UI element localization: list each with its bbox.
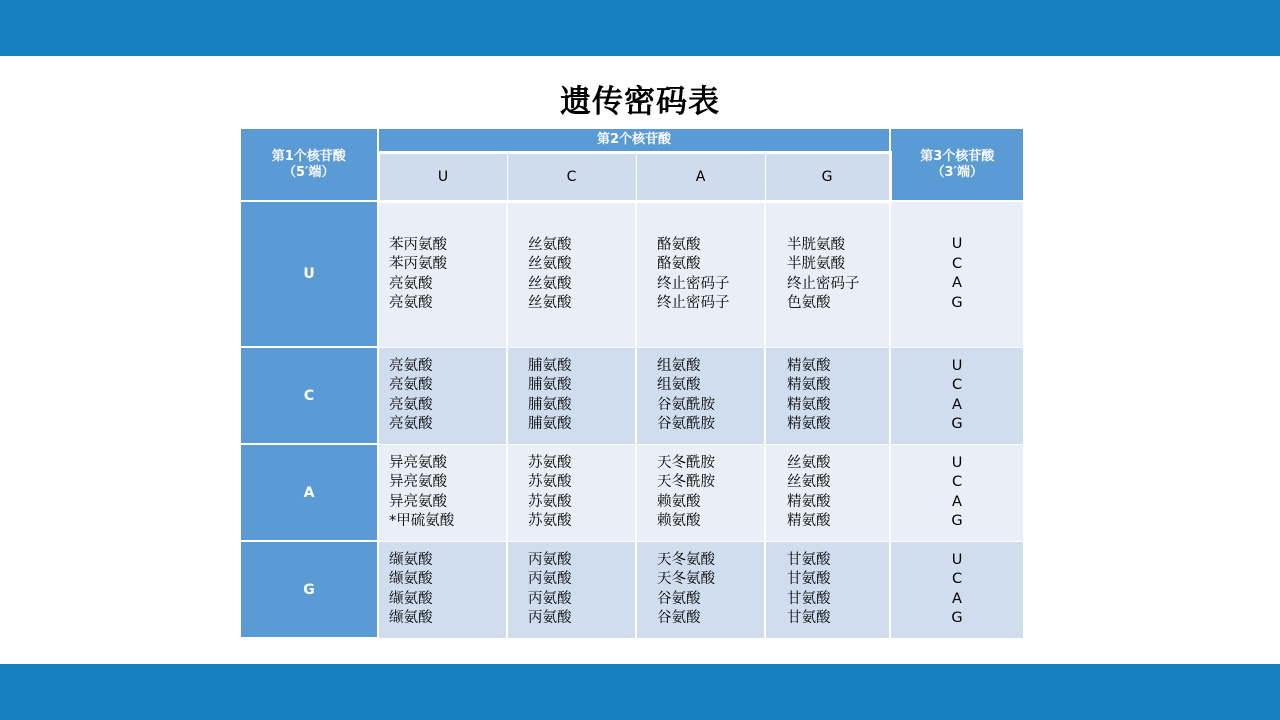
amino-acid-name: 甘氨酸	[787, 551, 831, 568]
amino-acid-cell	[765, 347, 890, 444]
bottom-banner	[0, 664, 1280, 720]
amino-acid-cell	[765, 444, 890, 541]
amino-acid-name: 丝氨酸	[528, 295, 572, 311]
amino-acid-name: 苯丙氨酸	[389, 236, 447, 253]
third-base-letter: A	[952, 396, 962, 413]
amino-acid-cell	[636, 541, 765, 638]
third-base-letter: A	[952, 493, 962, 510]
amino-acid-name: 丝氨酸	[787, 454, 831, 471]
amino-acid-cell	[507, 347, 636, 444]
third-base-letter: C	[951, 571, 963, 587]
amino-acid-cell	[378, 201, 507, 347]
third-base-cell	[890, 347, 1024, 444]
amino-acid-name: 亮氨酸	[389, 357, 433, 374]
amino-acid-cell	[636, 444, 765, 541]
amino-acid-name: 赖氨酸	[657, 513, 701, 529]
amino-acid-name: 组氨酸	[657, 377, 701, 393]
second-base-col-u: U	[378, 152, 507, 201]
amino-acid-cell	[636, 347, 765, 444]
second-base-header: 第2个核苷酸	[378, 128, 890, 152]
amino-acid-name: 异亮氨酸	[389, 454, 447, 471]
amino-acid-name: 亮氨酸	[389, 295, 433, 311]
amino-acid-name: 甘氨酸	[787, 590, 831, 607]
amino-acid-cell	[378, 444, 507, 541]
third-base-header: 第3个核苷酸 （3′端）	[890, 128, 1024, 201]
amino-acid-name: 亮氨酸	[389, 416, 433, 432]
third-base-letter: U	[951, 551, 963, 568]
top-banner	[0, 0, 1280, 56]
amino-acid-cell	[378, 347, 507, 444]
amino-acid-name: 丙氨酸	[528, 590, 572, 607]
third-base-letter: C	[951, 377, 963, 393]
third-base-letter: A	[952, 590, 962, 607]
amino-acid-name: 苯丙氨酸	[389, 256, 447, 272]
amino-acid-name: 苏氨酸	[528, 513, 572, 529]
third-base-letter: G	[951, 416, 963, 432]
amino-acid-name: 甘氨酸	[787, 571, 831, 587]
third-base-letter: U	[951, 454, 963, 471]
amino-acid-name: 天冬酰胺	[657, 454, 715, 471]
second-base-col-c: C	[507, 152, 636, 201]
codon-table	[239, 127, 1025, 639]
amino-acid-name: 脯氨酸	[528, 416, 572, 432]
amino-acid-name: 丝氨酸	[787, 474, 831, 490]
amino-acid-name: 精氨酸	[787, 493, 831, 510]
amino-acid-name: 异亮氨酸	[389, 493, 447, 510]
amino-acid-name: 丙氨酸	[528, 610, 572, 626]
table-row	[240, 444, 1024, 541]
amino-acid-name: 缬氨酸	[389, 571, 433, 587]
amino-acid-name: 脯氨酸	[528, 396, 572, 413]
amino-acid-name: 甘氨酸	[787, 610, 831, 626]
amino-acid-name: 缬氨酸	[389, 610, 433, 626]
amino-acid-name: 缬氨酸	[389, 590, 433, 607]
first-base-header: 第1个核苷酸 （5′端）	[240, 128, 378, 201]
third-base-letter: G	[951, 610, 963, 626]
amino-acid-name: 亮氨酸	[389, 377, 433, 393]
third-base-letter: G	[951, 294, 963, 311]
amino-acid-name: 谷氨酸	[657, 590, 701, 607]
table-row	[240, 347, 1024, 444]
amino-acid-name: 精氨酸	[787, 416, 831, 432]
amino-acid-cell	[765, 541, 890, 638]
second-base-col-g: G	[765, 152, 890, 201]
table-row	[240, 201, 1024, 347]
amino-acid-cell	[507, 201, 636, 347]
amino-acid-name: 谷氨酰胺	[657, 416, 715, 432]
amino-acid-name: 亮氨酸	[389, 275, 433, 292]
page-title: 遗传密码表	[560, 84, 720, 120]
amino-acid-name: 天冬氨酸	[657, 571, 715, 587]
amino-acid-name: 谷氨酸	[657, 610, 701, 626]
amino-acid-name: 脯氨酸	[528, 377, 572, 393]
amino-acid-cell	[636, 201, 765, 347]
amino-acid-name: 精氨酸	[787, 377, 831, 393]
amino-acid-name: 色氨酸	[787, 295, 831, 311]
first-base-cell: C	[240, 347, 378, 444]
amino-acid-name: 天冬酰胺	[657, 474, 715, 490]
first-base-cell: G	[240, 541, 378, 638]
amino-acid-name: 终止密码子	[657, 295, 730, 311]
amino-acid-name: 丝氨酸	[528, 256, 572, 272]
amino-acid-name: 亮氨酸	[389, 396, 433, 413]
amino-acid-name: 苏氨酸	[528, 454, 572, 471]
third-base-letter: G	[951, 513, 963, 529]
amino-acid-cell	[507, 444, 636, 541]
amino-acid-name: 酪氨酸	[657, 236, 701, 253]
amino-acid-name: 半胱氨酸	[787, 256, 845, 272]
amino-acid-cell	[378, 541, 507, 638]
amino-acid-name: 苏氨酸	[528, 474, 572, 490]
amino-acid-cell	[765, 201, 890, 347]
amino-acid-name: 缬氨酸	[389, 551, 433, 568]
third-base-letter: C	[951, 474, 963, 490]
amino-acid-name: 丙氨酸	[528, 551, 572, 568]
table-row	[240, 541, 1024, 638]
amino-acid-name: 精氨酸	[787, 357, 831, 374]
amino-acid-name: 组氨酸	[657, 357, 701, 374]
amino-acid-name: 苏氨酸	[528, 493, 572, 510]
amino-acid-name: 终止密码子	[657, 275, 730, 292]
amino-acid-name: 异亮氨酸	[389, 474, 447, 490]
third-base-cell	[890, 541, 1024, 638]
amino-acid-name: 丙氨酸	[528, 571, 572, 587]
amino-acid-cell	[507, 541, 636, 638]
amino-acid-name: 精氨酸	[787, 513, 831, 529]
third-base-cell	[890, 444, 1024, 541]
amino-acid-name: 终止密码子	[787, 275, 860, 292]
amino-acid-name: 精氨酸	[787, 396, 831, 413]
third-base-letter: A	[952, 275, 962, 292]
amino-acid-name: 天冬氨酸	[657, 551, 715, 568]
amino-acid-name: 半胱氨酸	[787, 236, 845, 253]
first-base-cell: A	[240, 444, 378, 541]
amino-acid-name: 赖氨酸	[657, 493, 701, 510]
second-base-col-a: A	[636, 152, 765, 201]
amino-acid-name: 脯氨酸	[528, 357, 572, 374]
amino-acid-name: 酪氨酸	[657, 256, 701, 272]
third-base-cell	[890, 201, 1024, 347]
amino-acid-name: 谷氨酰胺	[657, 396, 715, 413]
amino-acid-name: 丝氨酸	[528, 236, 572, 253]
third-base-letter: U	[951, 236, 963, 253]
first-base-cell: U	[240, 201, 378, 347]
third-base-letter: C	[951, 255, 963, 272]
third-base-letter: U	[951, 357, 963, 374]
amino-acid-name: 丝氨酸	[528, 275, 572, 292]
amino-acid-name: *甲硫氨酸	[389, 513, 455, 529]
